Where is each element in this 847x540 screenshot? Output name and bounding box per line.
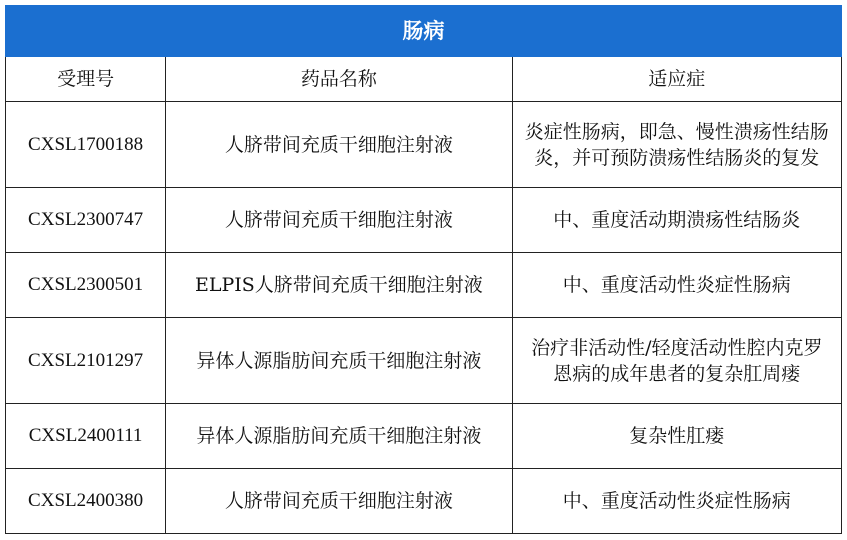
table-title: 肠病: [6, 6, 842, 57]
drug-name-cell: 异体人源脂肪间充质干细胞注射液: [166, 318, 512, 404]
indication-cell: 中、重度活动性炎症性肠病: [512, 469, 841, 534]
acceptance-number-cell: CXSL2300501: [6, 253, 166, 318]
table-row: [6, 469, 842, 534]
table-row: [6, 102, 842, 188]
acceptance-number-cell: CXSL2300747: [6, 188, 166, 253]
header-indication: 适应症: [512, 57, 841, 102]
drug-table: [5, 5, 842, 534]
indication-cell: 中、重度活动性炎症性肠病: [512, 253, 841, 318]
table-header-row: [6, 57, 842, 102]
indication-cell: 治疗非活动性/轻度活动性腔内克罗恩病的成年患者的复杂肛周瘘: [512, 318, 841, 404]
drug-table-container: [5, 5, 842, 534]
acceptance-number-cell: CXSL2400111: [6, 404, 166, 469]
table-row: [6, 188, 842, 253]
drug-name-cell: 人脐带间充质干细胞注射液: [166, 102, 512, 188]
drug-name-cell: 异体人源脂肪间充质干细胞注射液: [166, 404, 512, 469]
table-title-row: [6, 6, 842, 57]
indication-cell: 中、重度活动期溃疡性结肠炎: [512, 188, 841, 253]
acceptance-number-cell: CXSL2400380: [6, 469, 166, 534]
indication-cell: 复杂性肛瘘: [512, 404, 841, 469]
indication-cell: 炎症性肠病，即急、慢性溃疡性结肠炎，并可预防溃疡性结肠炎的复发: [512, 102, 841, 188]
header-drug-name: 药品名称: [166, 57, 512, 102]
drug-name-cell: ELPIS人脐带间充质干细胞注射液: [166, 253, 512, 318]
acceptance-number-cell: CXSL2101297: [6, 318, 166, 404]
table-row: [6, 318, 842, 404]
table-row: [6, 404, 842, 469]
drug-name-cell: 人脐带间充质干细胞注射液: [166, 469, 512, 534]
acceptance-number-cell: CXSL1700188: [6, 102, 166, 188]
drug-name-cell: 人脐带间充质干细胞注射液: [166, 188, 512, 253]
header-acceptance-number: 受理号: [6, 57, 166, 102]
table-row: [6, 253, 842, 318]
